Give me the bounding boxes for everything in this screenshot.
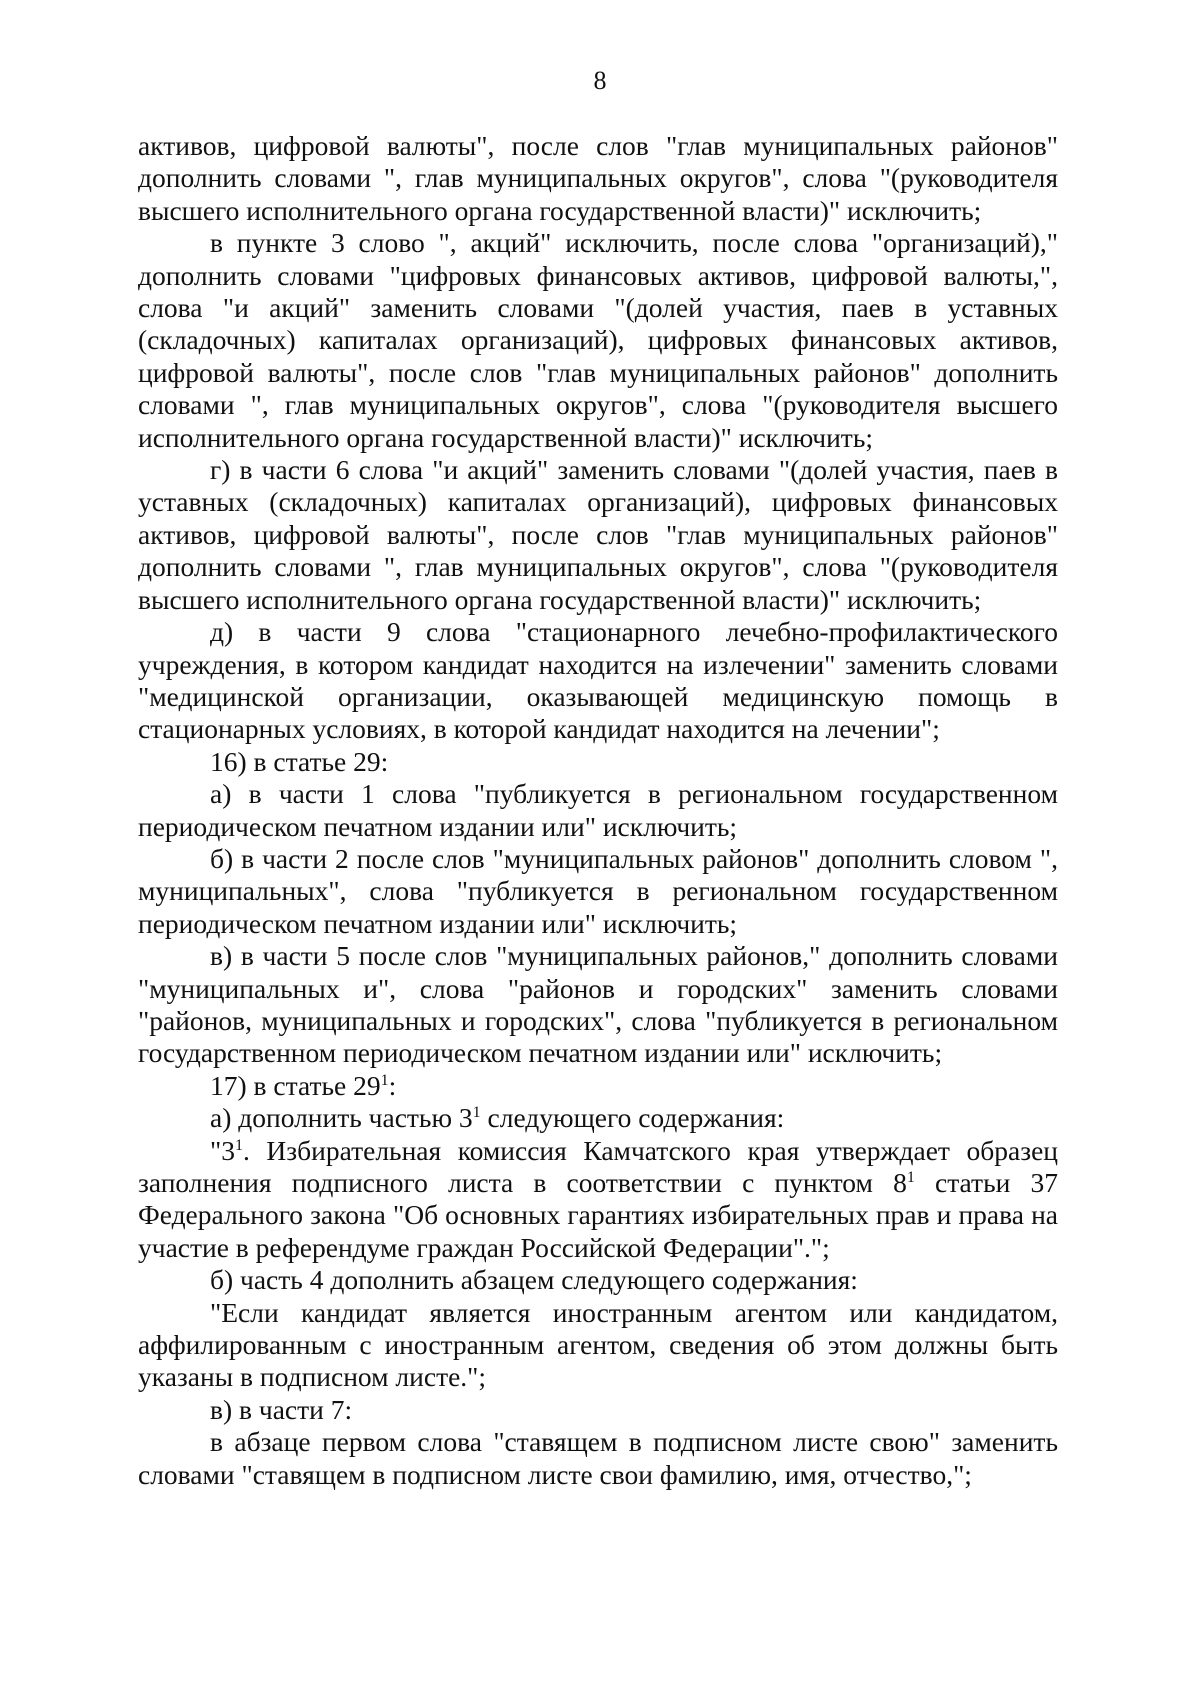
paragraph: "$3^1$. Избирательная комиссия Камчатского края утверждает образец заполнения подписного листа в соответствии с пунктом $8^1$ статьи 37 Федерального закона "Об основных гарантиях избирательных прав и права на участие в референдуме граждан Российской Федерации"."; — [138, 1134, 1058, 1263]
paragraph: д) в части 9 слова "стационарного лечебно-профилактического учреждения, в котором кандидат находится на излечении" заменить словами "медицинской организации, оказывающей медицинскую помощь в стационарных условиях, в которой кандидат находится на лечении"; — [138, 616, 1058, 745]
paragraph: б) в части 2 после слов "муниципальных районов" дополнить словом ", муниципальных", слова "публикуется в региональном государственном периодическом печатном издании или" исключить; — [138, 842, 1058, 939]
paragraph: в) в части 5 после слов "муниципальных районов," дополнить словами "муниципальных и", слова "районов и городских" заменить словами "районов, муниципальных и городских", слова "публикуется в региональном государственном периодическом печатном издании или" исключить; — [138, 940, 1058, 1069]
paragraph: 16) в статье 29: — [210, 745, 389, 777]
page-number: 8 — [593, 66, 607, 95]
paragraph: а) в части 1 слова "публикуется в региональном государственном периодическом печатном издании или" исключить; — [138, 778, 1058, 842]
document-body — [138, 130, 1058, 1491]
paragraph: в абзаце первом слова "ставящем в подписном листе свою" заменить словами "ставящем в подписном листе свои фамилию, имя, отчество,"; — [138, 1426, 1058, 1490]
paragraph: в пункте 3 слово ", акций" исключить, после слова "организаций)," дополнить словами "цифровых финансовых активов, цифровой валюты,", слова "и акций" заменить словами "(долей участия, паев в уставных (складочных) капиталах организаций), цифровых финансовых активов, цифровой валюты", после слов "глав муниципальных районов" дополнить словами ", глав муниципальных округов", слова "(руководителя высшего исполнительного органа государственной власти)" исключить; — [138, 227, 1058, 453]
paragraph: а) дополнить частью $3^1$ следующего содержания: — [210, 1102, 785, 1134]
paragraph: "Если кандидат является иностранным агентом или кандидатом, аффилированным с иностранным агентом, сведения об этом должны быть указаны в подписном листе."; — [138, 1296, 1058, 1393]
paragraph: б) часть 4 дополнить абзацем следующего содержания: — [210, 1264, 858, 1296]
paragraph: г) в части 6 слова "и акций" заменить словами "(долей участия, паев в уставных (складочных) капиталах организаций), цифровых финансовых активов, цифровой валюты", после слов "глав муниципальных районов" дополнить словами ", глав муниципальных округов", слова "(руководителя высшего исполнительного органа государственной власти)" исключить; — [138, 454, 1058, 615]
paragraph: в) в части 7: — [210, 1393, 353, 1425]
paragraph: активов, цифровой валюты", после слов "глав муниципальных районов" дополнить словами ", глав муниципальных округов", слова "(руководителя высшего исполнительного органа государственной власти)" исключить; — [138, 130, 1058, 226]
paragraph: 17) в статье $29^1$: — [210, 1069, 397, 1101]
